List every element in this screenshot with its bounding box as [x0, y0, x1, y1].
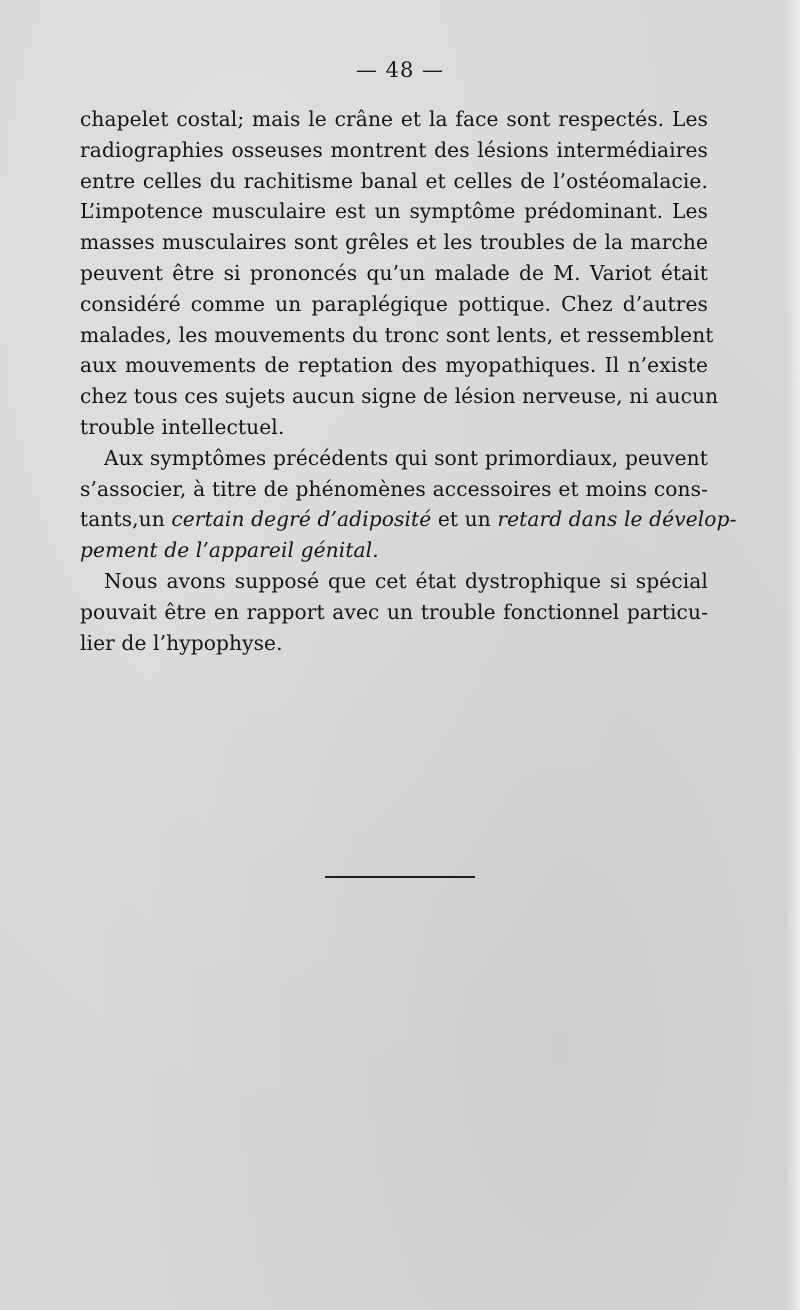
italic-line: pement de l’appareil génital. — [80, 538, 379, 563]
text-segment: tants,un — [80, 507, 172, 532]
text-line: malades, les mouvements du tronc sont lents, et ressemblent — [80, 322, 714, 347]
text-line: Aux symptômes précédents qui sont primordiaux, peuvent — [104, 445, 708, 470]
text-line: entre celles du rachitisme banal et celles de l’ostéomalacie. — [80, 168, 708, 193]
text-line: trouble intellectuel. — [80, 414, 285, 439]
italic-phrase: retard dans le dévelop- — [497, 507, 737, 532]
text-line-mixed — [80, 504, 737, 535]
text-line: aux mouvements de reptation des myopathiques. Il n’existe — [80, 353, 708, 378]
text-line: chez tous ces sujets aucun signe de lésion nerveuse, ni aucun — [80, 384, 719, 409]
text-line: L’impotence musculaire est un symptôme prédominant. Les — [80, 199, 708, 224]
text-segment: et un — [431, 507, 498, 532]
body-text — [80, 104, 737, 658]
text-line: lier de l’hypophyse. — [80, 630, 283, 655]
text-line: s’associer, à titre de phénomènes accessoires et moins cons- — [80, 476, 708, 501]
text-line: Nous avons supposé que cet état dystrophique si spécial — [104, 568, 708, 593]
text-line: pouvait être en rapport avec un trouble fonctionnel particu- — [80, 599, 708, 624]
section-divider — [325, 876, 475, 878]
text-line: radiographies osseuses montrent des lésions intermédiaires — [80, 137, 708, 162]
text-line: considéré comme un paraplégique pottique. Chez d’autres — [80, 291, 708, 316]
text-line: peuvent être si prononcés qu’un malade de M. Variot était — [80, 260, 708, 285]
text-line: chapelet costal; mais le crâne et la face sont respectés. Les — [80, 107, 708, 131]
page-number: — 48 — — [355, 58, 445, 82]
italic-phrase: certain degré d’adiposité — [171, 507, 432, 532]
text-line: masses musculaires sont grêles et les troubles de la marche — [80, 230, 708, 255]
